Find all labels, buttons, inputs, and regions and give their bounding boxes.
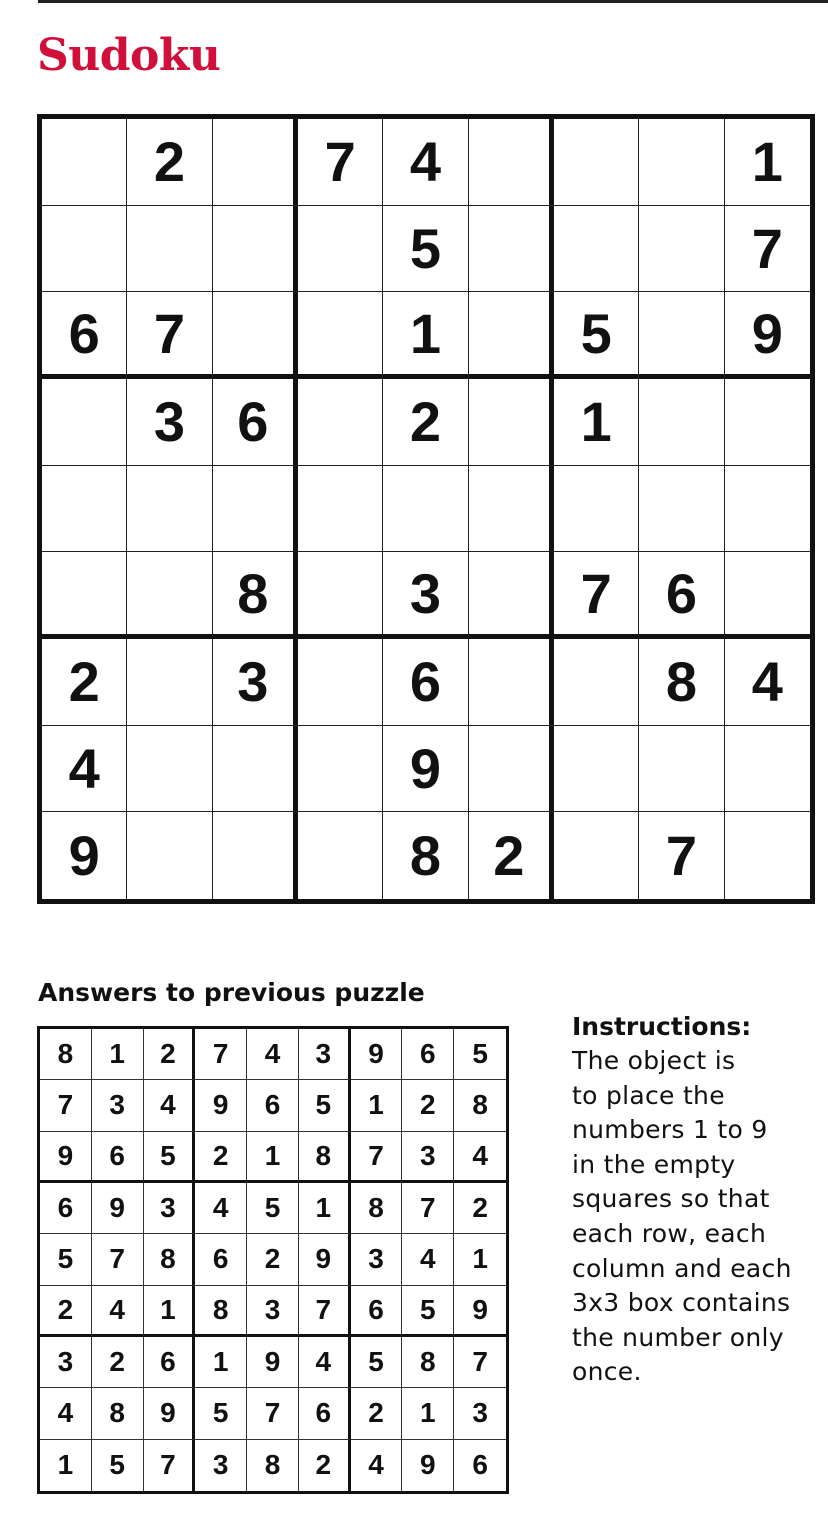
sudoku-cell-r5c4[interactable] [298, 466, 383, 553]
instructions-line: numbers 1 to 9 [572, 1115, 768, 1145]
answer-cell-r2c6: 5 [299, 1080, 351, 1131]
instructions-line: to place the [572, 1080, 725, 1110]
sudoku-cell-r9c4[interactable] [298, 812, 383, 899]
sudoku-cell-r1c9: 1 [725, 119, 810, 206]
sudoku-cell-r6c2[interactable] [127, 552, 212, 639]
sudoku-cell-r4c8[interactable] [639, 379, 724, 466]
sudoku-cell-r5c5[interactable] [383, 466, 468, 553]
answer-cell-r8c2: 8 [92, 1388, 144, 1439]
sudoku-cell-r9c3[interactable] [213, 812, 298, 899]
sudoku-cell-r8c5: 9 [383, 726, 468, 813]
sudoku-cell-r6c9[interactable] [725, 552, 810, 639]
answers-grid [37, 1026, 509, 1494]
sudoku-cell-r3c9: 9 [725, 292, 810, 379]
sudoku-cell-r6c4[interactable] [298, 552, 383, 639]
answers-heading: Answers to previous puzzle [38, 978, 425, 1007]
sudoku-cell-r7c3: 3 [213, 639, 298, 726]
sudoku-cell-r2c3[interactable] [213, 206, 298, 293]
answer-cell-r6c9: 9 [454, 1286, 506, 1337]
answer-cell-r8c7: 2 [351, 1388, 403, 1439]
answer-cell-r4c6: 1 [299, 1183, 351, 1234]
sudoku-cell-r2c9: 7 [725, 206, 810, 293]
answer-cell-r4c4: 4 [195, 1183, 247, 1234]
answer-cell-r2c4: 9 [195, 1080, 247, 1131]
answer-cell-r6c8: 5 [402, 1286, 454, 1337]
answer-cell-r7c9: 7 [454, 1337, 506, 1388]
sudoku-cell-r3c1: 6 [42, 292, 127, 379]
answer-cell-r4c2: 9 [92, 1183, 144, 1234]
answer-cell-r7c5: 9 [247, 1337, 299, 1388]
sudoku-cell-r9c9[interactable] [725, 812, 810, 899]
sudoku-cell-r4c3: 6 [213, 379, 298, 466]
sudoku-cell-r3c7: 5 [554, 292, 639, 379]
sudoku-cell-r7c2[interactable] [127, 639, 212, 726]
answer-cell-r9c4: 3 [195, 1440, 247, 1491]
sudoku-cell-r6c3: 8 [213, 552, 298, 639]
answer-cell-r1c8: 6 [402, 1029, 454, 1080]
sudoku-cell-r8c4[interactable] [298, 726, 383, 813]
answer-cell-r3c4: 2 [195, 1132, 247, 1183]
instructions-line: squares so that [572, 1184, 770, 1214]
answer-cell-r2c7: 1 [351, 1080, 403, 1131]
answer-cell-r8c8: 1 [402, 1388, 454, 1439]
answer-cell-r5c8: 4 [402, 1234, 454, 1285]
sudoku-cell-r8c2[interactable] [127, 726, 212, 813]
sudoku-cell-r6c7: 7 [554, 552, 639, 639]
sudoku-cell-r3c3[interactable] [213, 292, 298, 379]
sudoku-cell-r5c6[interactable] [469, 466, 554, 553]
instructions-line: in the empty [572, 1149, 736, 1179]
answer-cell-r1c3: 2 [144, 1029, 196, 1080]
answer-cell-r9c2: 5 [92, 1440, 144, 1491]
sudoku-cell-r1c2: 2 [127, 119, 212, 206]
answer-cell-r7c3: 6 [144, 1337, 196, 1388]
answer-cell-r5c3: 8 [144, 1234, 196, 1285]
sudoku-cell-r6c8: 6 [639, 552, 724, 639]
sudoku-cell-r2c6[interactable] [469, 206, 554, 293]
sudoku-cell-r8c8[interactable] [639, 726, 724, 813]
answer-cell-r3c1: 9 [40, 1132, 92, 1183]
sudoku-cell-r5c9[interactable] [725, 466, 810, 553]
answer-cell-r1c6: 3 [299, 1029, 351, 1080]
sudoku-cell-r3c2: 7 [127, 292, 212, 379]
sudoku-cell-r8c7[interactable] [554, 726, 639, 813]
sudoku-cell-r8c1: 4 [42, 726, 127, 813]
sudoku-cell-r9c7[interactable] [554, 812, 639, 899]
sudoku-cell-r2c2[interactable] [127, 206, 212, 293]
answer-cell-r7c1: 3 [40, 1337, 92, 1388]
answer-cell-r4c7: 8 [351, 1183, 403, 1234]
answer-cell-r8c6: 6 [299, 1388, 351, 1439]
answer-cell-r9c3: 7 [144, 1440, 196, 1491]
answer-cell-r8c4: 5 [195, 1388, 247, 1439]
sudoku-cell-r3c4[interactable] [298, 292, 383, 379]
instructions-line: the number only [572, 1322, 784, 1352]
sudoku-cell-r8c3[interactable] [213, 726, 298, 813]
answer-cell-r2c1: 7 [40, 1080, 92, 1131]
sudoku-cell-r3c5: 1 [383, 292, 468, 379]
sudoku-cell-r6c1[interactable] [42, 552, 127, 639]
answer-cell-r4c9: 2 [454, 1183, 506, 1234]
answer-cell-r6c1: 2 [40, 1286, 92, 1337]
answer-cell-r3c5: 1 [247, 1132, 299, 1183]
answer-cell-r8c3: 9 [144, 1388, 196, 1439]
instructions-line: column and each [572, 1253, 792, 1283]
sudoku-cell-r4c2: 3 [127, 379, 212, 466]
sudoku-cell-r6c6[interactable] [469, 552, 554, 639]
answer-cell-r3c7: 7 [351, 1132, 403, 1183]
sudoku-cell-r5c2[interactable] [127, 466, 212, 553]
answer-cell-r3c9: 4 [454, 1132, 506, 1183]
instructions-panel [572, 1010, 822, 1390]
answer-cell-r9c7: 4 [351, 1440, 403, 1491]
sudoku-cell-r4c6[interactable] [469, 379, 554, 466]
sudoku-cell-r2c4[interactable] [298, 206, 383, 293]
answer-cell-r7c6: 4 [299, 1337, 351, 1388]
sudoku-cell-r7c6[interactable] [469, 639, 554, 726]
instructions-text [572, 1044, 822, 1390]
sudoku-cell-r6c5: 3 [383, 552, 468, 639]
answer-cell-r6c3: 1 [144, 1286, 196, 1337]
answer-cell-r9c5: 8 [247, 1440, 299, 1491]
sudoku-cell-r1c5: 4 [383, 119, 468, 206]
page-title: Sudoku [37, 30, 221, 81]
sudoku-cell-r2c7[interactable] [554, 206, 639, 293]
answer-cell-r3c2: 6 [92, 1132, 144, 1183]
sudoku-cell-r8c9[interactable] [725, 726, 810, 813]
answer-cell-r6c2: 4 [92, 1286, 144, 1337]
answer-cell-r5c2: 7 [92, 1234, 144, 1285]
sudoku-cell-r7c8: 8 [639, 639, 724, 726]
answer-cell-r1c1: 8 [40, 1029, 92, 1080]
instructions-line: each row, each [572, 1218, 767, 1248]
answer-cell-r5c1: 5 [40, 1234, 92, 1285]
sudoku-cell-r1c3[interactable] [213, 119, 298, 206]
answer-cell-r1c4: 7 [195, 1029, 247, 1080]
sudoku-cell-r5c3[interactable] [213, 466, 298, 553]
sudoku-cell-r7c9: 4 [725, 639, 810, 726]
sudoku-cell-r4c5: 2 [383, 379, 468, 466]
sudoku-cell-r9c2[interactable] [127, 812, 212, 899]
answer-cell-r4c5: 5 [247, 1183, 299, 1234]
answer-cell-r5c5: 2 [247, 1234, 299, 1285]
sudoku-cell-r9c6: 2 [469, 812, 554, 899]
sudoku-grid [37, 114, 815, 904]
answer-cell-r2c3: 4 [144, 1080, 196, 1131]
sudoku-cell-r1c8[interactable] [639, 119, 724, 206]
sudoku-cell-r7c5: 6 [383, 639, 468, 726]
instructions-line: The object is [572, 1046, 736, 1075]
sudoku-cell-r7c4[interactable] [298, 639, 383, 726]
answer-cell-r2c8: 2 [402, 1080, 454, 1131]
sudoku-cell-r2c1[interactable] [42, 206, 127, 293]
answer-cell-r6c4: 8 [195, 1286, 247, 1337]
answer-cell-r2c9: 8 [454, 1080, 506, 1131]
sudoku-cell-r5c1[interactable] [42, 466, 127, 553]
sudoku-cell-r1c7[interactable] [554, 119, 639, 206]
answer-cell-r5c4: 6 [195, 1234, 247, 1285]
sudoku-cell-r7c1: 2 [42, 639, 127, 726]
sudoku-cell-r4c7: 1 [554, 379, 639, 466]
answer-cell-r4c8: 7 [402, 1183, 454, 1234]
sudoku-cell-r1c4: 7 [298, 119, 383, 206]
answer-cell-r7c4: 1 [195, 1337, 247, 1388]
top-rule [38, 0, 828, 3]
answer-cell-r6c7: 6 [351, 1286, 403, 1337]
answer-cell-r5c6: 9 [299, 1234, 351, 1285]
sudoku-cell-r8c6[interactable] [469, 726, 554, 813]
sudoku-cell-r4c9[interactable] [725, 379, 810, 466]
sudoku-cell-r3c8[interactable] [639, 292, 724, 379]
sudoku-cell-r2c8[interactable] [639, 206, 724, 293]
sudoku-cell-r4c1[interactable] [42, 379, 127, 466]
answer-cell-r7c7: 5 [351, 1337, 403, 1388]
answer-cell-r1c5: 4 [247, 1029, 299, 1080]
answer-cell-r4c3: 3 [144, 1183, 196, 1234]
sudoku-cell-r9c8: 7 [639, 812, 724, 899]
answer-cell-r9c1: 1 [40, 1440, 92, 1491]
answer-cell-r5c9: 1 [454, 1234, 506, 1285]
answer-cell-r9c8: 9 [402, 1440, 454, 1491]
sudoku-cell-r1c1[interactable] [42, 119, 127, 206]
answer-cell-r1c7: 9 [351, 1029, 403, 1080]
answer-cell-r8c5: 7 [247, 1388, 299, 1439]
sudoku-cell-r7c7[interactable] [554, 639, 639, 726]
answer-cell-r3c3: 5 [144, 1132, 196, 1183]
answer-cell-r2c2: 3 [92, 1080, 144, 1131]
answer-cell-r9c9: 6 [472, 1449, 488, 1481]
answer-cell-r3c6: 8 [299, 1132, 351, 1183]
answer-cell-r4c1: 6 [40, 1183, 92, 1234]
sudoku-cell-r1c6[interactable] [469, 119, 554, 206]
answer-cell-r1c9: 5 [454, 1029, 506, 1080]
answer-cell-r1c2: 1 [92, 1029, 144, 1080]
sudoku-cell-r9c1: 9 [42, 812, 127, 899]
sudoku-cell-r9c5: 8 [383, 812, 468, 899]
sudoku-cell-r5c7[interactable] [554, 466, 639, 553]
instructions-heading: Instructions: [572, 1012, 752, 1041]
sudoku-cell-r4c4[interactable] [298, 379, 383, 466]
answer-cell-r2c5: 6 [247, 1080, 299, 1131]
instructions-line: once. [572, 1357, 642, 1387]
answer-cell-r6c6: 7 [299, 1286, 351, 1337]
sudoku-cell-r2c5: 5 [383, 206, 468, 293]
answer-cell-r7c8: 8 [402, 1337, 454, 1388]
sudoku-cell-r5c8[interactable] [639, 466, 724, 553]
answer-cell-r8c1: 4 [40, 1388, 92, 1439]
answer-cell-r6c5: 3 [247, 1286, 299, 1337]
answer-cell-r9c6: 2 [299, 1440, 351, 1491]
answer-cell-r3c8: 3 [402, 1132, 454, 1183]
instructions-line: 3x3 box contains [572, 1288, 791, 1318]
answer-cell-r5c7: 3 [351, 1234, 403, 1285]
sudoku-cell-r3c6[interactable] [469, 292, 554, 379]
answer-cell-r7c2: 2 [92, 1337, 144, 1388]
answer-cell-r8c9: 3 [454, 1388, 506, 1439]
